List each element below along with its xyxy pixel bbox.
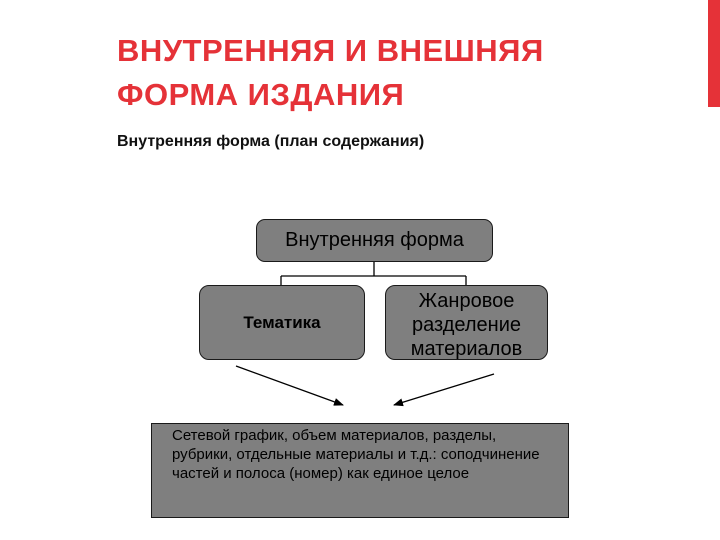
node-genre-division-label: Жанровое разделение материалов (410, 289, 523, 360)
slide-subtitle: Внутренняя форма (план содержания) (117, 133, 425, 150)
arrow-right-to-result (394, 374, 494, 405)
node-result: Сетевой график, объем материалов, разделы, рубрики, отдельные материалы и т.д.: соподчинение частей и полоса (номер) как единое целое (151, 423, 569, 518)
node-genre-division (385, 285, 548, 360)
slide-title-line-2: ФОРМА ИЗДАНИЯ (117, 77, 405, 112)
slide-title-line-1: ВНУТРЕННЯЯ И ВНЕШНЯЯ (117, 33, 544, 68)
node-topics: Тематика (199, 285, 365, 360)
node-internal-form: Внутренняя форма (256, 219, 493, 262)
arrow-left-to-result (236, 366, 343, 405)
